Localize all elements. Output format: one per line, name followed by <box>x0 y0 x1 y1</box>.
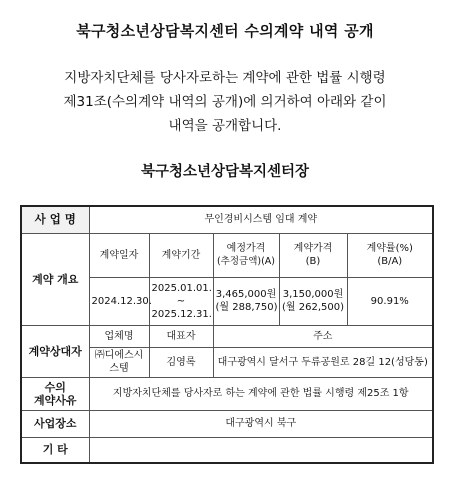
project-label: 사 업 명 <box>21 206 89 233</box>
intro-line: 제31조(수의계약 내역의 공개)에 의거하여 아래와 같이 <box>63 94 387 110</box>
contract-table <box>20 205 434 464</box>
col-estimate <box>213 233 279 277</box>
reason-label-line2: 계약사유 <box>33 393 77 407</box>
project-row <box>21 206 433 233</box>
col-ceo: 대표자 <box>149 325 213 347</box>
place-row <box>21 410 433 437</box>
col-period: 계약기간 <box>149 233 213 277</box>
company-address: 대구광역시 달서구 두류공원로 28길 12(성당동) <box>213 347 433 377</box>
party-label: 계약상대자 <box>21 325 89 377</box>
period-start: 2025.01.01. <box>151 282 212 294</box>
intro-line: 지방자치단체를 당사자로하는 계약에 관한 법률 시행령 <box>64 70 386 86</box>
contract-header-row <box>21 233 433 277</box>
page-title: 북구청소년상담복지센터 수의계약 내역 공개 <box>76 22 374 40</box>
col-company: 업체명 <box>89 325 149 347</box>
col-rate-line2: (B/A) <box>377 256 403 267</box>
contract-date: 2024.12.30. <box>89 277 149 325</box>
period-separator: ~ <box>176 295 186 307</box>
col-estimate-line2: (추정금액)(A) <box>216 256 276 267</box>
etc-row <box>21 437 433 463</box>
col-address: 주소 <box>213 325 433 347</box>
col-price <box>279 233 347 277</box>
period-end: 2025.12.31. <box>151 308 212 320</box>
ceo-name: 김영록 <box>149 347 213 377</box>
price-line2: (월 262,500) <box>282 302 344 313</box>
company-name-line2: 스템 <box>109 363 129 374</box>
project-value: 무인경비시스템 임대 계약 <box>89 206 433 233</box>
estimate-line1: 3,465,000원 <box>215 289 277 300</box>
organization-name: 북구청소년상담복지센터장 <box>140 164 310 180</box>
col-rate <box>347 233 433 277</box>
estimate-value <box>213 277 279 325</box>
reason-label-line1: 수의 <box>44 380 66 394</box>
estimate-line2: (월 288,750) <box>215 302 278 313</box>
company-name-line1: ㈜디에스시 <box>94 350 144 361</box>
place-label: 사업장소 <box>21 410 89 437</box>
reason-value: 지방자치단체를 당사자로 하는 계약에 관한 법률 시행령 제25조 1항 <box>89 377 433 410</box>
intro-line: 내역을 공개합니다. <box>168 118 282 134</box>
col-estimate-line1: 예정가격 <box>226 243 266 254</box>
col-price-line1: 계약가격 <box>293 243 333 254</box>
reason-label <box>21 377 89 410</box>
etc-label: 기 타 <box>21 437 89 463</box>
party-header-row <box>21 325 433 347</box>
intro-paragraph <box>20 66 430 138</box>
contract-label: 계약 개요 <box>21 233 89 325</box>
rate-value: 90.91% <box>347 277 433 325</box>
col-price-line2: (B) <box>305 256 321 267</box>
contract-period <box>149 277 213 325</box>
col-date: 계약일자 <box>89 233 149 277</box>
reason-row <box>21 377 433 410</box>
company-name <box>89 347 149 377</box>
etc-value <box>89 437 433 463</box>
place-value: 대구광역시 북구 <box>89 410 433 437</box>
price-line1: 3,150,000원 <box>282 289 344 300</box>
col-rate-line1: 계약률(%) <box>366 243 413 254</box>
price-value <box>279 277 347 325</box>
